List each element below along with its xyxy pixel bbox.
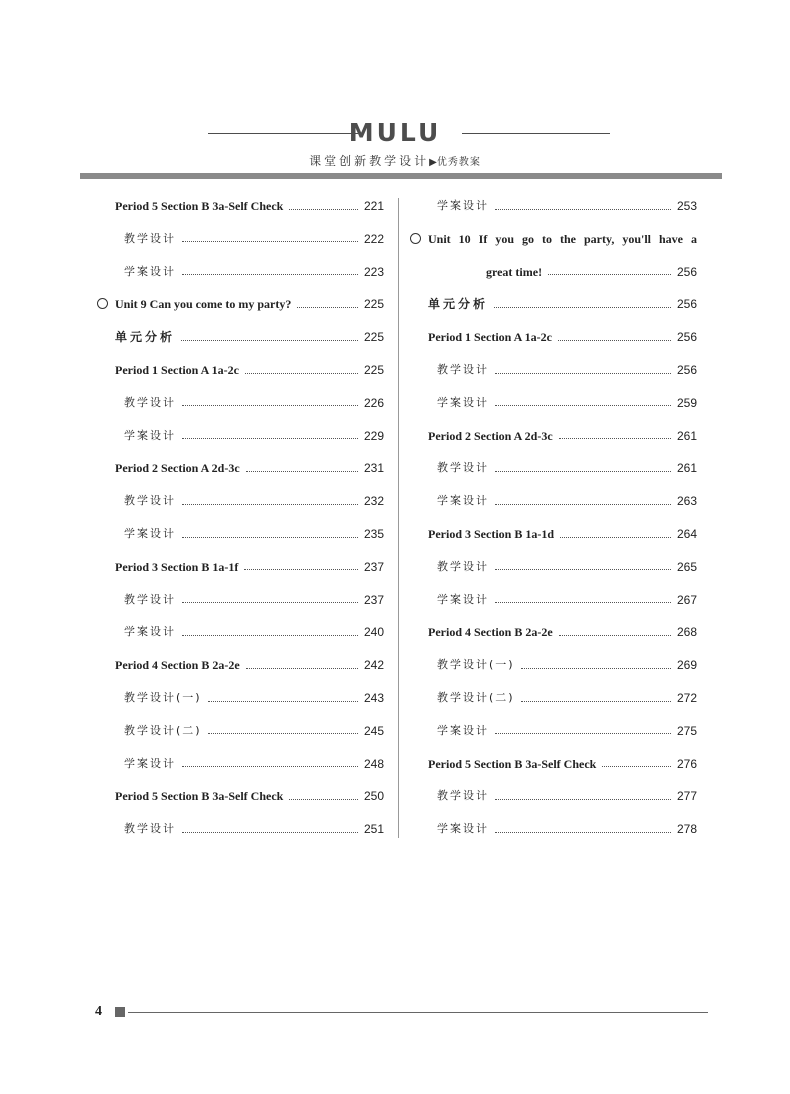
toc-entry[interactable] (437, 787, 697, 805)
toc-entry[interactable] (124, 755, 384, 773)
toc-entry[interactable] (428, 623, 697, 641)
toc-entry[interactable] (437, 197, 697, 215)
toc-entry-page: 237 (363, 592, 384, 607)
footer-square (115, 1007, 125, 1017)
dot-leader (182, 602, 358, 603)
toc-entry[interactable] (124, 427, 384, 445)
toc-entry-label: Period 4 Section B 2a-2e (115, 658, 240, 673)
toc-entry-page: 248 (363, 756, 384, 771)
toc-entry-page: 267 (676, 592, 697, 607)
toc-entry-label: 教学设计 (124, 494, 176, 508)
toc-entry[interactable] (124, 230, 384, 248)
toc-entry-page: 245 (363, 723, 384, 738)
toc-entry-label: 教学设计 (437, 789, 489, 803)
dot-leader (495, 733, 671, 734)
toc-entry-page: 256 (676, 264, 697, 279)
toc-entry[interactable] (115, 656, 384, 674)
toc-entry-page: 276 (676, 756, 697, 771)
dot-leader (182, 537, 358, 538)
toc-entry-label: Period 3 Section B 1a-1f (115, 559, 239, 574)
subtitle-small-text: 优秀教案 (436, 157, 481, 168)
dot-leader (182, 241, 358, 242)
dot-leader (208, 733, 358, 734)
toc-entry[interactable] (124, 689, 384, 707)
toc-entry-page: 251 (363, 822, 384, 837)
toc-entry-label: Period 2 Section A 2d-3c (115, 461, 240, 476)
toc-entry-label: 教学设计(一) (437, 658, 515, 672)
toc-entry-page: 263 (676, 494, 697, 509)
toc-entry-page: 269 (676, 658, 697, 673)
toc-entry-label: Period 5 Section B 3a-Self Check (115, 199, 284, 213)
toc-entry-page: 223 (363, 264, 384, 279)
toc-entry-page: 221 (363, 199, 384, 213)
toc-entry[interactable] (437, 492, 697, 510)
toc-entry[interactable] (124, 722, 384, 740)
dot-leader (602, 766, 671, 767)
toc-entry[interactable] (124, 525, 384, 543)
toc-entry[interactable] (428, 230, 697, 248)
header-bar (80, 173, 722, 179)
toc-entry[interactable] (124, 394, 384, 412)
header-subtitle (0, 152, 790, 169)
toc-entry-page: 231 (363, 461, 384, 476)
toc-entry-label: Period 2 Section A 2d-3c (428, 428, 553, 443)
toc-entry-page: 225 (363, 297, 384, 312)
toc-entry-label: 教学设计(二) (437, 691, 515, 704)
toc-entry-label: Period 3 Section B 1a-1d (428, 527, 554, 541)
dot-leader (495, 373, 671, 374)
dot-leader (246, 668, 358, 669)
dot-leader (548, 274, 671, 275)
dot-leader (495, 569, 671, 570)
toc-entry-label: 教学设计 (124, 822, 176, 836)
dot-leader (559, 635, 671, 636)
toc-entry[interactable] (115, 197, 384, 215)
dot-leader (182, 766, 358, 767)
toc-entry[interactable] (437, 656, 697, 674)
toc-entry-label: 学案设计 (437, 822, 489, 836)
dot-leader (558, 340, 671, 341)
dot-leader (495, 832, 671, 833)
toc-entry-label: 单元分析 (115, 330, 176, 345)
toc-entry[interactable] (428, 525, 697, 543)
dot-leader (495, 405, 671, 406)
toc-entry-page: 272 (676, 691, 697, 705)
toc-entry[interactable] (124, 263, 384, 281)
toc-entry-page: 277 (676, 789, 697, 804)
toc-entry-label: 学案设计 (437, 199, 489, 212)
toc-entry[interactable] (115, 295, 384, 313)
dot-leader (495, 209, 671, 210)
dot-leader (244, 569, 358, 570)
dot-leader (297, 307, 358, 308)
dot-leader (494, 307, 671, 308)
dot-leader (289, 209, 358, 210)
column-divider (398, 198, 399, 838)
dot-leader (495, 602, 671, 603)
toc-entry-page: 278 (676, 822, 697, 837)
footer-rule (128, 1012, 708, 1013)
toc-entry-page: 256 (676, 330, 697, 345)
toc-entry-label: 学案设计 (437, 592, 489, 606)
toc-entry-page: 261 (676, 428, 697, 443)
dot-leader (182, 635, 358, 636)
toc-entry[interactable] (124, 492, 384, 510)
toc-entry[interactable] (428, 295, 697, 313)
toc-entry-label: 学案设计 (124, 264, 176, 278)
toc-entry[interactable] (437, 722, 697, 740)
toc-entry-page: 222 (363, 231, 384, 246)
toc-entry-label: 学案设计 (124, 625, 176, 639)
toc-entry[interactable] (437, 689, 697, 707)
toc-entry-page: 264 (676, 527, 697, 541)
toc-entry-page: 232 (363, 494, 384, 509)
dot-leader (245, 373, 358, 374)
toc-entry-label: 学案设计 (124, 428, 176, 442)
toc-entry-label: 教学设计(二) (124, 723, 202, 737)
toc-entry-label: 学案设计 (124, 527, 176, 540)
toc-entry[interactable] (115, 787, 384, 805)
toc-entry-page: 237 (363, 559, 384, 574)
toc-entry-page: 253 (676, 199, 697, 213)
dot-leader (182, 405, 358, 406)
dot-leader (182, 274, 358, 275)
toc-entry[interactable] (115, 328, 384, 346)
dot-leader (560, 537, 671, 538)
toc-entry[interactable] (486, 263, 697, 281)
toc-entry-page: 242 (363, 658, 384, 673)
toc-entry-page: 275 (676, 723, 697, 738)
dot-leader (521, 701, 671, 702)
toc-entry-label: 教学设计 (124, 395, 176, 409)
toc-entry-label: Period 5 Section B 3a-Self Check (428, 756, 597, 771)
toc-entry-label: 学案设计 (437, 395, 489, 409)
dot-leader (495, 799, 671, 800)
toc-entry[interactable] (428, 755, 697, 773)
toc-entry[interactable] (428, 328, 697, 346)
toc-entry[interactable] (124, 591, 384, 609)
dot-leader (182, 504, 358, 505)
toc-entry-label: 单元分析 (428, 297, 489, 312)
toc-entry-label: Unit 10 If you go to the party, you'll have a (428, 231, 697, 246)
dot-leader (208, 701, 358, 702)
toc-entry-page: 225 (363, 330, 384, 345)
toc-entry-page: 235 (363, 527, 384, 541)
toc-entry-label: 教学设计 (437, 363, 489, 376)
toc-entry-label: 教学设计 (437, 461, 489, 475)
toc-entry-label: 教学设计 (124, 592, 176, 606)
dot-leader (289, 799, 358, 800)
circle-bullet-icon (410, 233, 421, 244)
toc-entry-label: Period 1 Section A 1a-2c (115, 363, 239, 377)
dot-leader (495, 471, 671, 472)
page-number: 4 (95, 1004, 102, 1019)
toc-entry[interactable] (437, 820, 697, 838)
toc-entry-label: 教学设计(一) (124, 691, 202, 704)
toc-entry-page: 229 (363, 428, 384, 443)
dot-leader (559, 438, 671, 439)
toc-entry[interactable] (124, 623, 384, 641)
toc-entry-label: Period 5 Section B 3a-Self Check (115, 789, 284, 804)
page-title: MULU (348, 118, 442, 147)
toc-entry-page: 250 (363, 789, 384, 804)
toc-entry[interactable] (437, 558, 697, 576)
toc-entry[interactable] (428, 427, 697, 445)
toc-entry-page: 256 (676, 297, 697, 312)
toc-entry-label: 学案设计 (437, 723, 489, 737)
toc-entry-page: 240 (363, 625, 384, 640)
toc-entry-label: Unit 9 Can you come to my party? (115, 297, 292, 312)
toc-entry-label: 学案设计 (124, 756, 176, 770)
toc-entry-page: 256 (676, 363, 697, 377)
toc-entry-label: 学案设计 (437, 494, 489, 508)
toc-entry[interactable] (437, 459, 697, 477)
dot-leader (246, 471, 358, 472)
toc-entry-label: Period 4 Section B 2a-2e (428, 625, 553, 640)
toc-entry-page: 226 (363, 395, 384, 410)
toc-entry-label: Period 1 Section A 1a-2c (428, 330, 552, 345)
dot-leader (495, 504, 671, 505)
triangle-arrow-icon: ▶ (429, 157, 437, 168)
toc-entry-page: 243 (363, 691, 384, 705)
toc-entry-label: great time! (486, 264, 543, 279)
toc-entry[interactable] (115, 459, 384, 477)
circle-bullet-icon (97, 298, 108, 309)
toc-entry-page: 225 (363, 363, 384, 377)
toc-entry-page: 261 (676, 461, 697, 476)
toc-entry[interactable] (124, 820, 384, 838)
toc-entry-page: 265 (676, 559, 697, 574)
toc-entry-page: 268 (676, 625, 697, 640)
header-rule-right (462, 133, 610, 134)
toc-entry-label: 教学设计 (437, 559, 489, 573)
toc-entry[interactable] (437, 361, 697, 379)
toc-entry-label: 教学设计 (124, 231, 176, 245)
toc-entry[interactable] (115, 558, 384, 576)
toc-entry[interactable] (437, 591, 697, 609)
dot-leader (182, 438, 358, 439)
dot-leader (521, 668, 671, 669)
toc-entry[interactable] (437, 394, 697, 412)
subtitle-text: 课堂创新教学设计 (309, 154, 430, 168)
toc-entry[interactable] (115, 361, 384, 379)
dot-leader (182, 832, 358, 833)
dot-leader (181, 340, 358, 341)
toc-entry-page: 259 (676, 395, 697, 410)
